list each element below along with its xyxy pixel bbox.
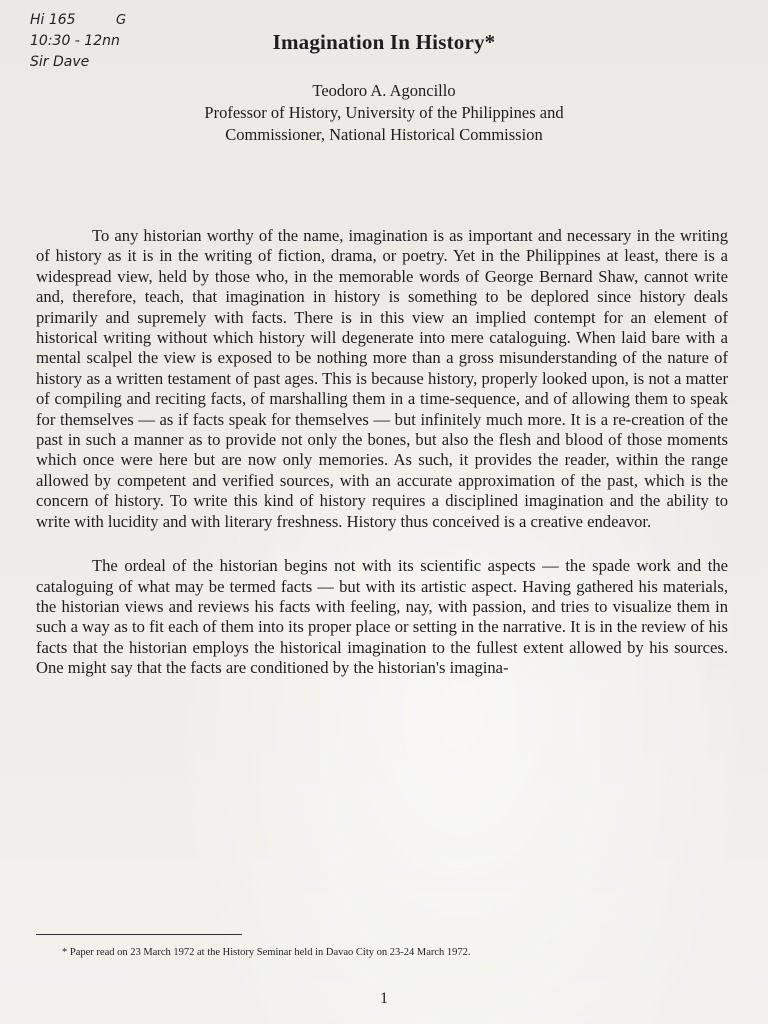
paragraph-2: The ordeal of the historian begins not with its scientific aspects — the spade work and the cataloguing of what may be termed facts — but with its artistic aspect. Having gathered his materials, the historian views and reviews his facts with feeling, nay, with passion, and tries to visualize them in such a way as to fit each of them into its proper place or setting in the narrative. It is in the review of his facts that the historian employs the historical imagination to the fullest extent allowed by his sources. One might say that the facts are conditioned by the historian's imagina-: [36, 556, 728, 678]
author-name: Teodoro A. Agoncillo: [312, 81, 456, 100]
footnote: * Paper read on 23 March 1972 at the History Seminar held in Davao City on 23-24 March 1972.: [62, 947, 471, 958]
author-block: [0, 80, 768, 146]
document-title: Imagination In History*: [272, 30, 496, 54]
paragraph-1: To any historian worthy of the name, imagination is as important and necessary in the writing of history as it is in the writing of fiction, drama, or poetry. Yet in the Philippines at least, there is a widespread view, held by those who, in the memorable words of George Bernard Shaw, cannot write and, therefore, teach, that imagination in history is something to be deplored since history deals primarily and supremely with facts. There is in this view an implied contempt for an element of historical writing without which history will degenerate into mere cataloguing. When laid bare with a mental scalpel the view is exposed to be nothing more than a gross misunderstanding of the nature of history as a written testament of past ages. This is because history, properly looked upon, is not a matter of compiling and reciting facts, of marshalling them in a time-sequence, and of allowing them to speak for themselves — as if facts speak for themselves — but infinitely much more. It is a re-creation of the past in such a manner as to provide not only the bones, but also the flesh and blood of those moments which once were here but are now only memories. As such, it provides the reader, within the range allowed by competent and verified sources, with an accurate approximation of the past, which is the concern of history. To write this kind of history requires a disciplined imagination and the ability to write with lucidity and with literary freshness. History thus conceived is a creative endeavor.: [36, 226, 728, 531]
handwritten-section-letter: G: [116, 13, 127, 28]
footnote-divider: [36, 934, 242, 935]
handwritten-time: 10:30 - 12nn: [30, 33, 120, 49]
author-position-line-2: Commissioner, National Historical Commission: [225, 125, 543, 144]
handwritten-course-code: Hi 165: [30, 12, 76, 28]
handwritten-course-line: [30, 10, 190, 31]
author-position-line-1: Professor of History, University of the Philippines and: [204, 103, 564, 122]
handwritten-teacher: Sir Dave: [30, 54, 90, 70]
page-number: 1: [380, 990, 388, 1007]
body-text: [36, 226, 728, 679]
